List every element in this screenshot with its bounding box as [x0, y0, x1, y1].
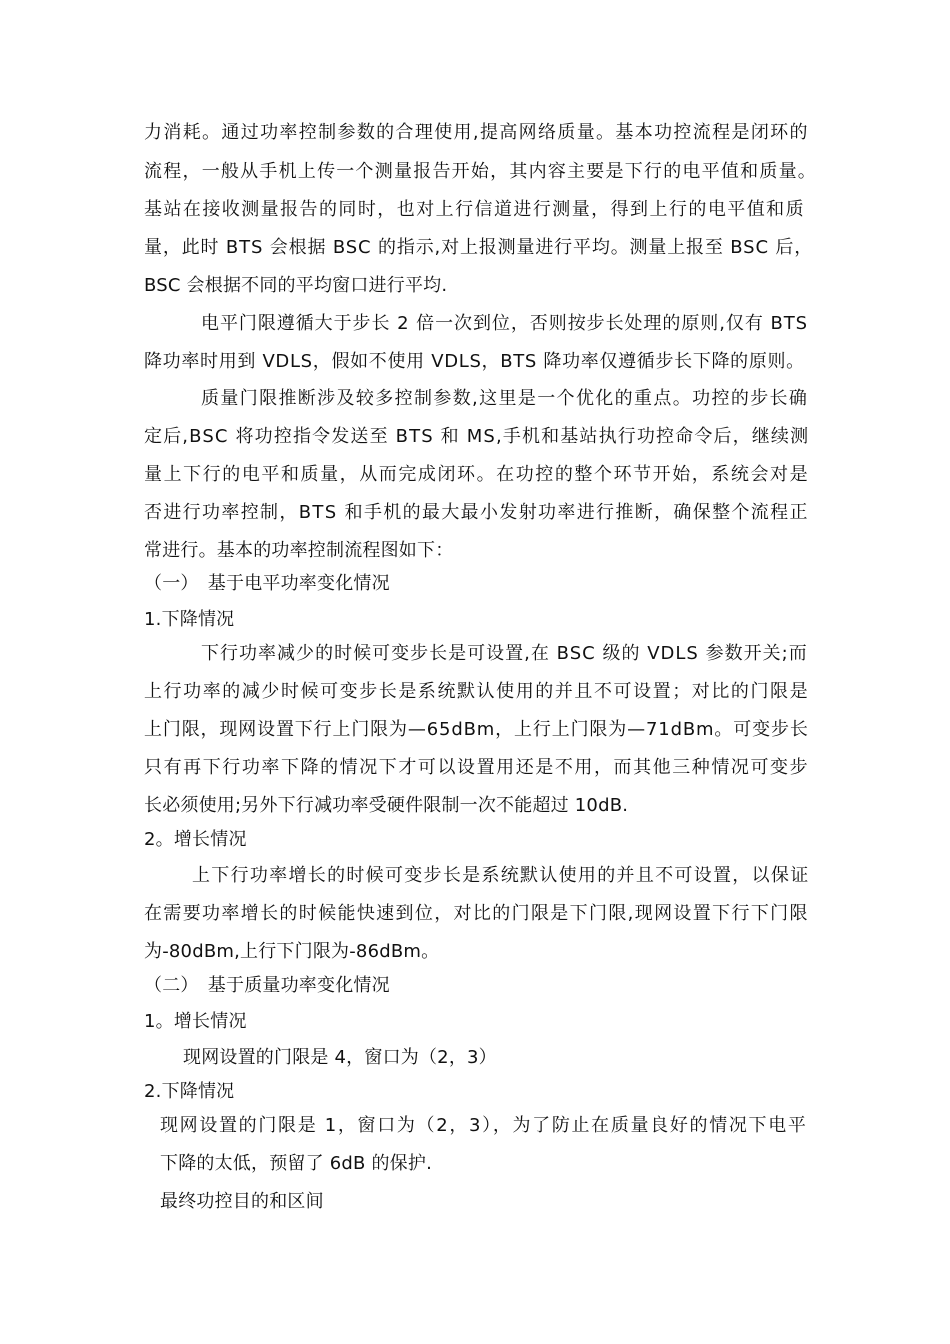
paragraph-line: 力消耗。通过功率控制参数的合理使用,提高网络质量。基本功控流程是闭环的	[144, 122, 809, 143]
paragraph-line: 现网设置的门限是 1，窗口为（2，3），为了防止在质量良好的情况下电平	[160, 1115, 808, 1136]
paragraph-line: 最终功控目的和区间	[160, 1191, 324, 1212]
paragraph-line: 质量门限推断涉及较多控制参数,这里是一个优化的重点。功控的步长确	[201, 388, 809, 409]
paragraph-line: 上行功率的减少时候可变步长是系统默认使用的并且不可设置；对比的门限是	[144, 681, 810, 702]
paragraph-line: 为-80dBm,上行下门限为-86dBm。	[144, 941, 440, 962]
paragraph-line: 量，此时 BTS 会根据 BSC 的指示,对上报测量进行平均。测量上报至 BSC 后，	[144, 237, 814, 258]
paragraph-line: 下行功率减少的时候可变步长是可设置,在 BSC 级的 VDLS 参数开关;而	[201, 643, 808, 664]
paragraph-line: 基站在接收测量报告的同时，也对上行信道进行测量，得到上行的电平值和质	[144, 199, 806, 220]
paragraph-line: 流程，一般从手机上传一个测量报告开始，其内容主要是下行的电平值和质量。	[144, 161, 818, 182]
paragraph-line: 上下行功率增长的时候可变步长是系统默认使用的并且不可设置，以保证	[192, 865, 810, 886]
paragraph-line: 定后,BSC 将功控指令发送至 BTS 和 MS,手机和基站执行功控命令后，继续测	[144, 426, 810, 447]
paragraph-line: 下降的太低，预留了 6dB 的保护.	[160, 1153, 432, 1174]
paragraph-line: 上门限，现网设置下行上门限为—65dBm，上行上门限为—71dBm。可变步长	[144, 719, 809, 740]
paragraph-line: 在需要功率增长的时候能快速到位，对比的门限是下门限,现网设置下行下门限	[144, 903, 809, 924]
paragraph-line: 降功率时用到 VDLS，假如不使用 VDLS，BTS 降功率仅遵循步长下降的原则。	[144, 351, 805, 372]
paragraph-line: 现网设置的门限是 4，窗口为（2，3）	[183, 1047, 497, 1068]
paragraph-line: BSC 会根据不同的平均窗口进行平均.	[144, 275, 448, 296]
paragraph-line: 量上下行的电平和质量，从而完成闭环。在功控的整个环节开始，系统会对是	[144, 464, 810, 485]
subsection-heading: 1.下降情况	[144, 609, 235, 630]
paragraph-line: 长必须使用;另外下行减功率受硬件限制一次不能超过 10dB.	[144, 795, 629, 816]
paragraph-line: 否进行功率控制，BTS 和手机的最大最小发射功率进行推断，确保整个流程正	[144, 502, 809, 523]
subsection-heading: 1。增长情况	[144, 1011, 247, 1032]
section-heading: （一） 基于电平功率变化情况	[144, 573, 390, 594]
section-heading: （二） 基于质量功率变化情况	[144, 975, 390, 996]
subsection-heading: 2。增长情况	[144, 829, 247, 850]
paragraph-line: 常进行。基本的功率控制流程图如下：	[144, 540, 454, 561]
paragraph-line: 电平门限遵循大于步长 2 倍一次到位，否则按步长处理的原则,仅有 BTS	[201, 313, 809, 334]
paragraph-line: 只有再下行功率下降的情况下才可以设置用还是不用，而其他三种情况可变步	[144, 757, 810, 778]
subsection-heading: 2.下降情况	[144, 1081, 235, 1102]
